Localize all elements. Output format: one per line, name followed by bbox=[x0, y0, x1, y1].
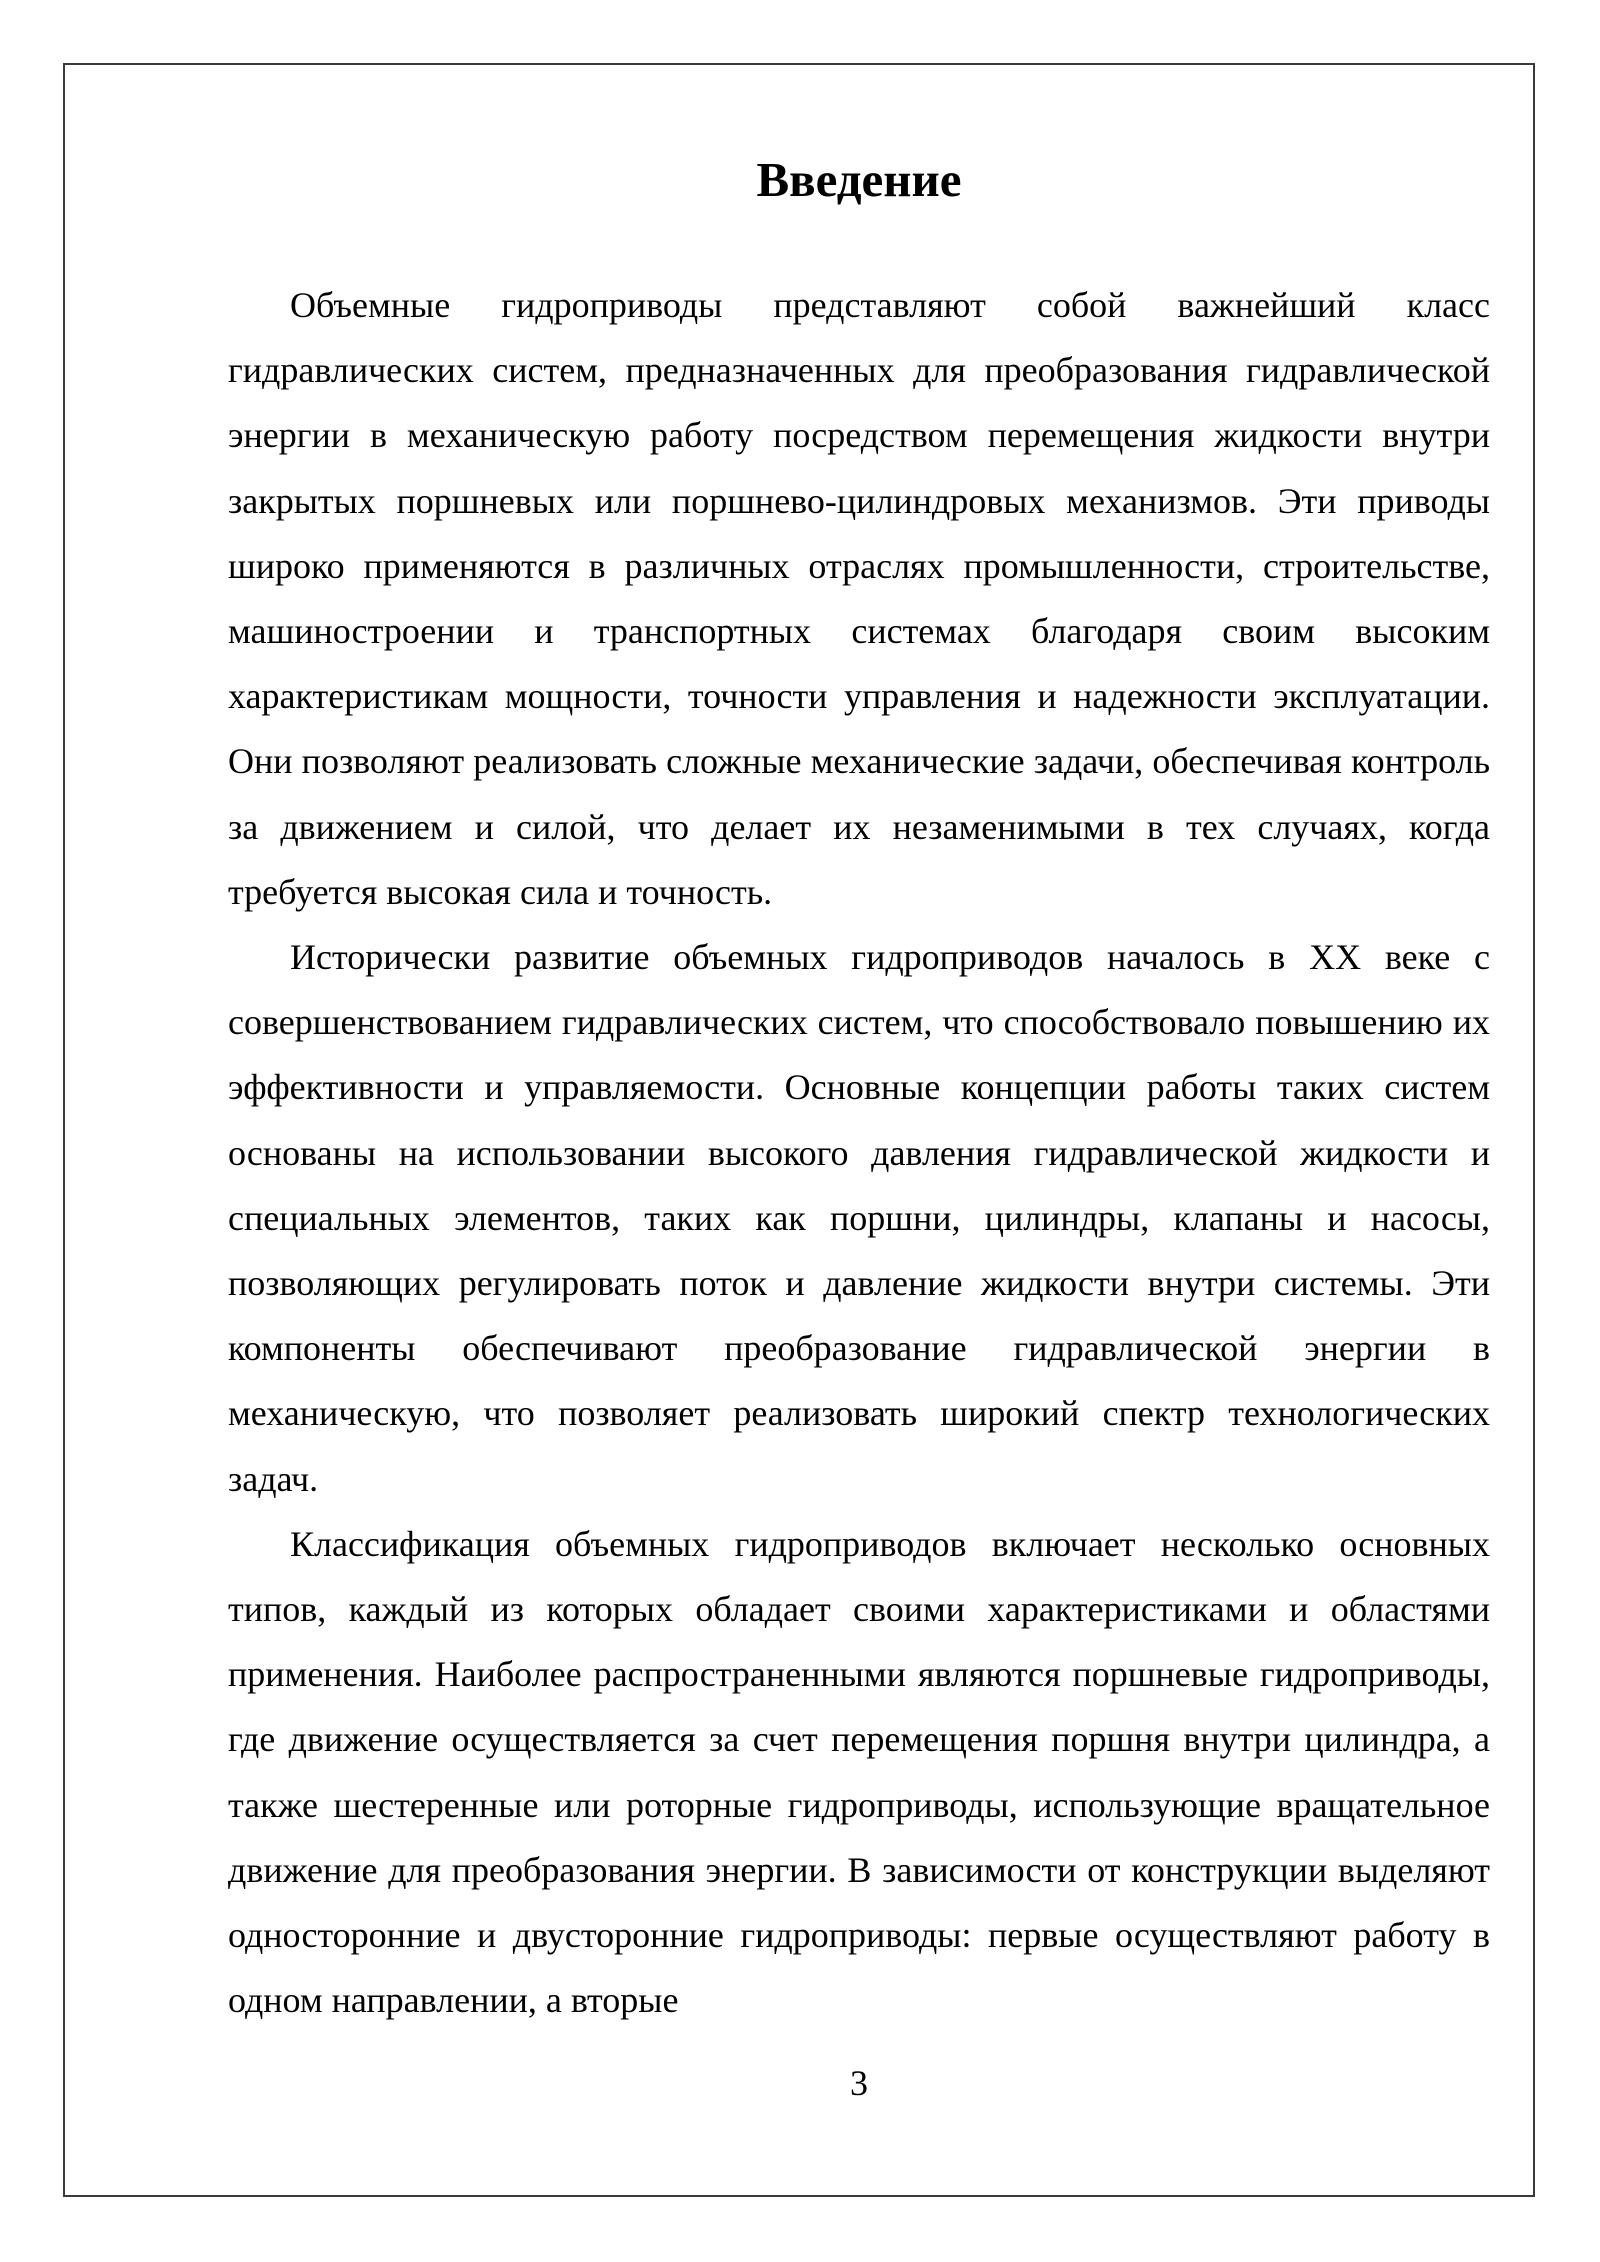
page-content bbox=[228, 148, 1490, 2033]
page-number: 3 bbox=[850, 2063, 868, 2103]
page-title: Введение bbox=[756, 152, 962, 207]
paragraph: Классификация объемных гидроприводов включает несколько основных типов, каждый из которых обладает своими характеристиками и областями применения. Наиболее распространенными являются поршневые гидроприводы, где движение осуществляется за счет перемещения поршня внутри цилиндра, а также шестеренные или роторные гидроприводы, использующие вращательное движение для преобразования энергии. В зависимости от конструкции выделяют односторонние и двусторонние гидроприводы: первые осуществляют работу в одном направлении, а вторые bbox=[228, 1523, 1490, 2021]
paragraph: Исторически развитие объемных гидроприводов началось в XX веке с совершенствованием гидравлических систем, что способствовало повышению их эффективности и управляемости. Основные концепции работы таких систем основаны на использовании высокого давления гидравлической жидкости и специальных элементов, таких как поршни, цилиндры, клапаны и насосы, позволяющих регулировать поток и давление жидкости внутри системы. Эти компоненты обеспечивают преобразование гидравлической энергии в механическую, что позволяет реализовать широкий спектр технологических задач. bbox=[228, 937, 1490, 1499]
body-text bbox=[228, 273, 1490, 2033]
paragraph: Объемные гидроприводы представляют собой важнейший класс гидравлических систем, предназначенных для преобразования гидравлической энергии в механическую работу посредством перемещения жидкости внутри закрытых поршневых или поршнево-цилиндровых механизмов. Эти приводы широко применяются в различных отраслях промышленности, строительстве, машиностроении и транспортных системах благодаря своим высоким характеристикам мощности, точности управления и надежности эксплуатации. Они позволяют реализовать сложные механические задачи, обеспечивая контроль за движением и силой, что делает их незаменимыми в тех случаях, когда требуется высокая сила и точность. bbox=[228, 285, 1490, 912]
